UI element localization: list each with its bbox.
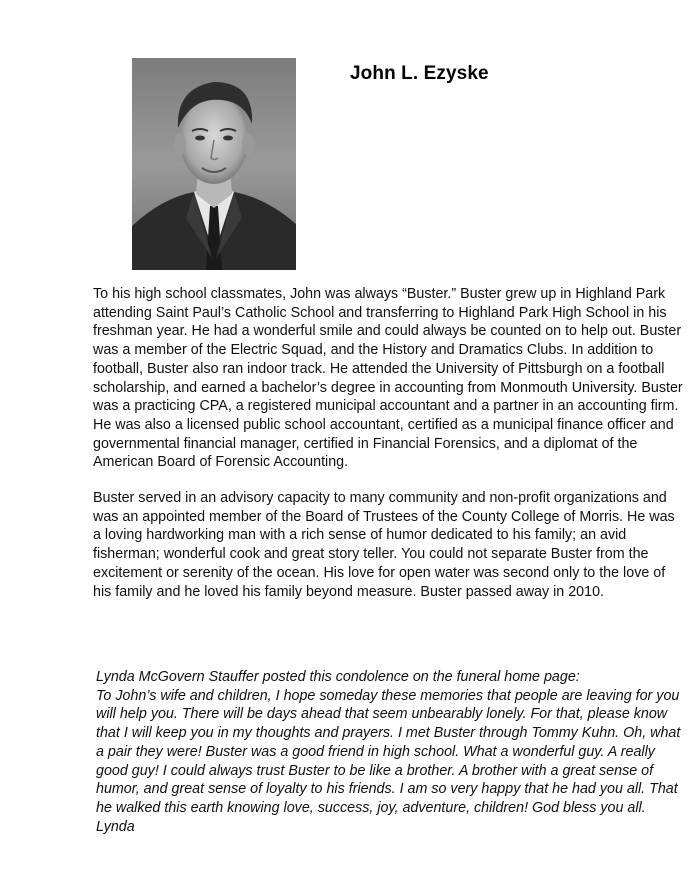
condolence-block [96, 668, 686, 836]
condolence-message: To John’s wife and children, I hope someday these memories that people are leaving for you will help you. There will be days ahead that seem unbearably lonely. For that, please know that I will keep you in my thoughts and prayers. I met Buster through Tommy Kuhn. Oh, what a pair they were! Buster was a good friend in high school. What a wonderful guy. A really good guy! I could always trust Buster to be like a brother. A brother with a great sense of humor, and great sense of loyalty to his friends. I am so very happy that he had you all. That he walked this earth knowing love, success, joy, adventure, children! God bless you all. Lynda [96, 687, 681, 835]
page-title: John L. Ezyske [350, 63, 489, 84]
biography-paragraph-1: To his high school classmates, John was always “Buster.” Buster grew up in Highland Park attending Saint Paul’s Catholic School and transferring to Highland Park High School in his freshman year. He had a wonderful smile and could always be counted on to help out. Buster was a member of the Electric Squad, and the History and Dramatics Clubs. In addition to football, Buster also ran indoor track. He attended the University of Pittsburgh on a football scholarship, and earned a bachelor’s degree in accounting from Monmouth University. Buster was a practicing CPA, a registered municipal accountant and a partner in an accounting firm. He was also a licensed public school accountant, certified as a municipal finance officer and governmental financial manager, certified in Financial Forensics, and a diplomat of the American Board of Forensic Accounting. [93, 286, 683, 471]
portrait-photo [132, 58, 296, 270]
condolence-intro: Lynda McGovern Stauffer posted this condolence on the funeral home page: [96, 669, 580, 685]
biography-paragraph-2: Buster served in an advisory capacity to many community and non-profit organizations and was an appointed member of the Board of Trustees of the County College of Morris. He was a loving hardworking man with a rich sense of humor dedicated to his family; an avid fisherman; wonderful cook and great story teller. You could not separate Buster from the excitement or serenity of the ocean. His love for open water was second only to the love of his family and he loved his family beyond measure. Buster passed away in 2010. [93, 490, 675, 600]
